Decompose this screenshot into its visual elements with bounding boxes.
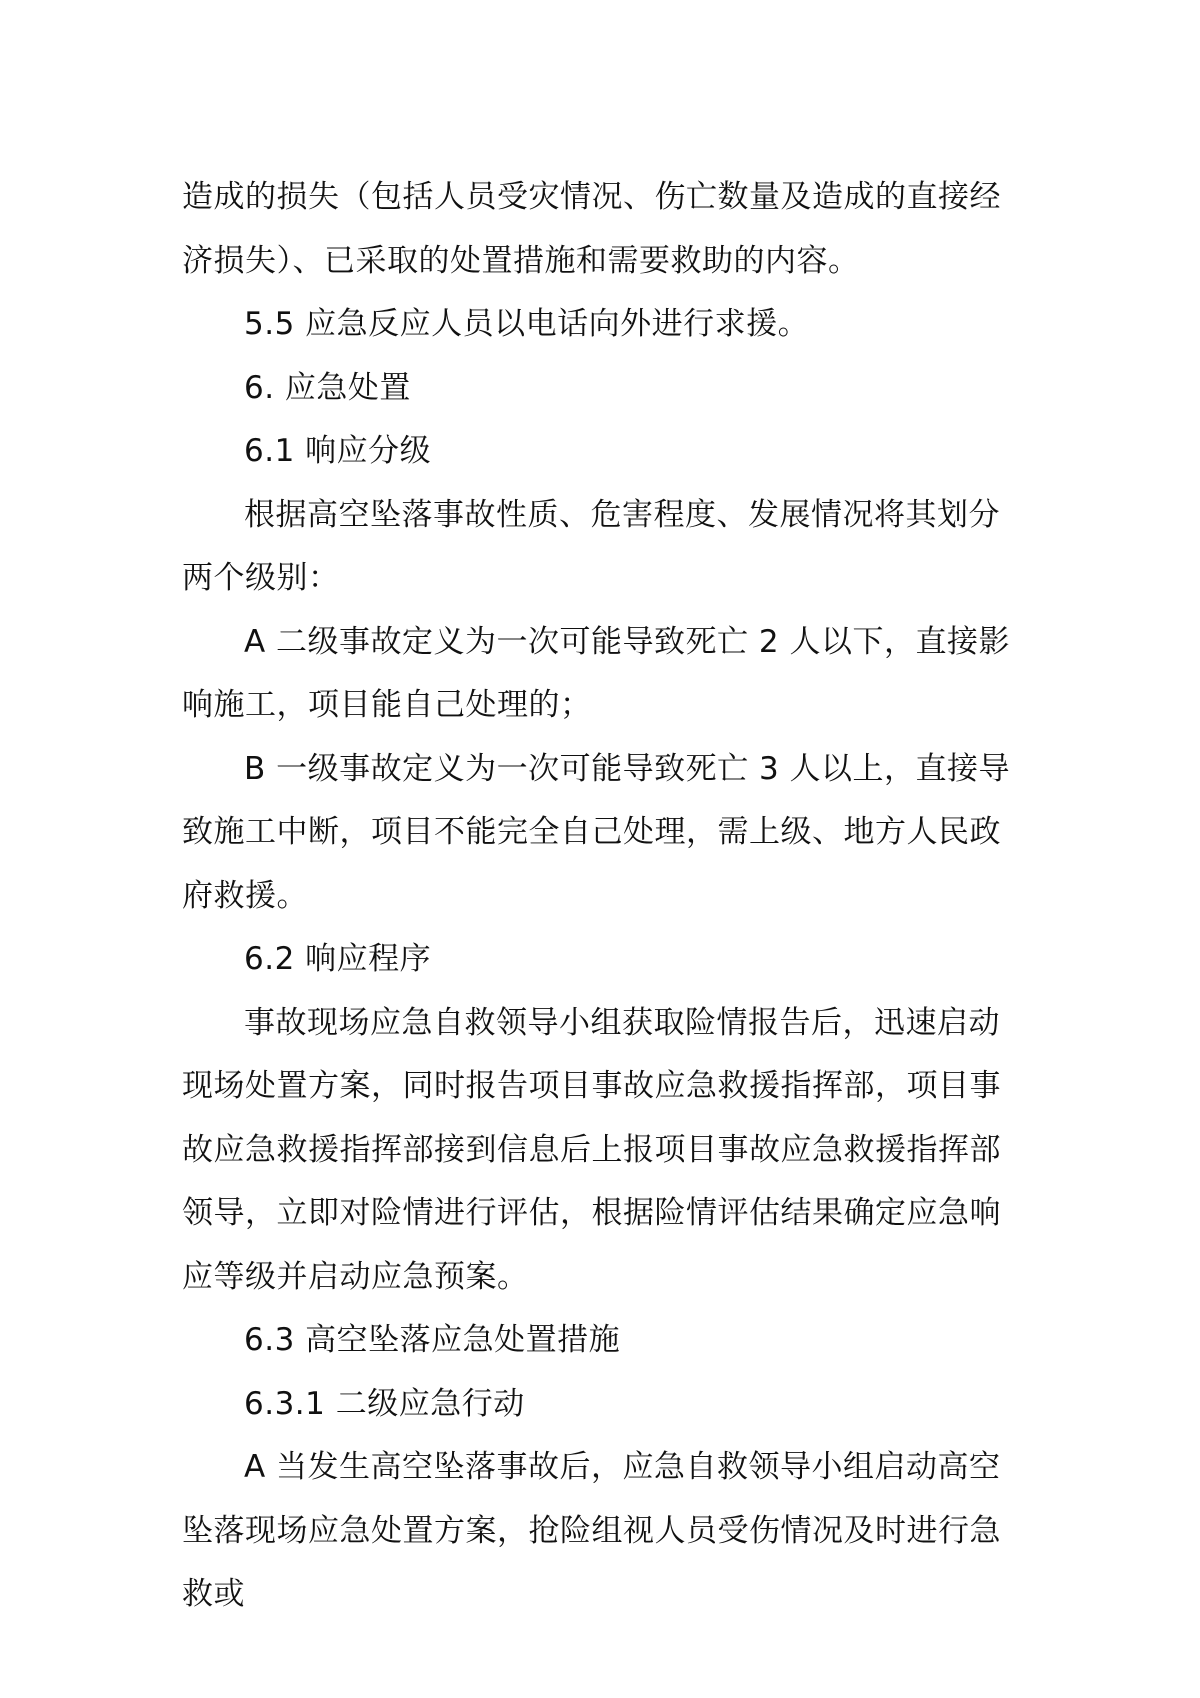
paragraph-response-procedure: 事故现场应急自救领导小组获取险情报告后，迅速启动现场处置方案，同时报告项目事故应急救援指挥部，项目事故应急救援指挥部接到信息后上报项目事故应急救援指挥部领导，立即对险情进行评估，根据险情评估结果确定应急响应等级并启动应急预案。 — [182, 1004, 1001, 1295]
heading-6-3-1-level-two-action: 6.3.1 二级应急行动 — [244, 1385, 525, 1422]
heading-6-1-response-levels: 6.1 响应分级 — [244, 433, 432, 469]
paragraph-action-a: A 当发生高空坠落事故后，应急自救领导小组启动高空坠落现场应急处置方案，抢险组视人员受伤情况及时进行急救或 — [182, 1449, 1001, 1612]
paragraph-5-5: 5.5 应急反应人员以电话向外进行求援。 — [244, 306, 810, 342]
document-body — [182, 166, 1027, 1627]
heading-6-2-response-procedure: 6.2 响应程序 — [244, 941, 432, 977]
paragraph-level-classification: 根据高空坠落事故性质、危害程度、发展情况将其划分两个级别： — [182, 496, 1000, 596]
paragraph-loss-report: 造成的损失（包括人员受灾情况、伤亡数量及造成的直接经济损失）、已采取的处置措施和需要救助的内容。 — [182, 179, 1001, 279]
heading-6-3-fall-measures: 6.3 高空坠落应急处置措施 — [244, 1322, 621, 1358]
paragraph-level-b: B 一级事故定义为一次可能导致死亡 3 人以上，直接导致施工中断，项目不能完全自己处理，需上级、地方人民政府救援。 — [182, 750, 1011, 914]
paragraph-level-a: A 二级事故定义为一次可能导致死亡 2 人以下，直接影响施工，项目能自己处理的； — [182, 623, 1010, 723]
heading-6-emergency-response: 6. 应急处置 — [244, 369, 411, 406]
